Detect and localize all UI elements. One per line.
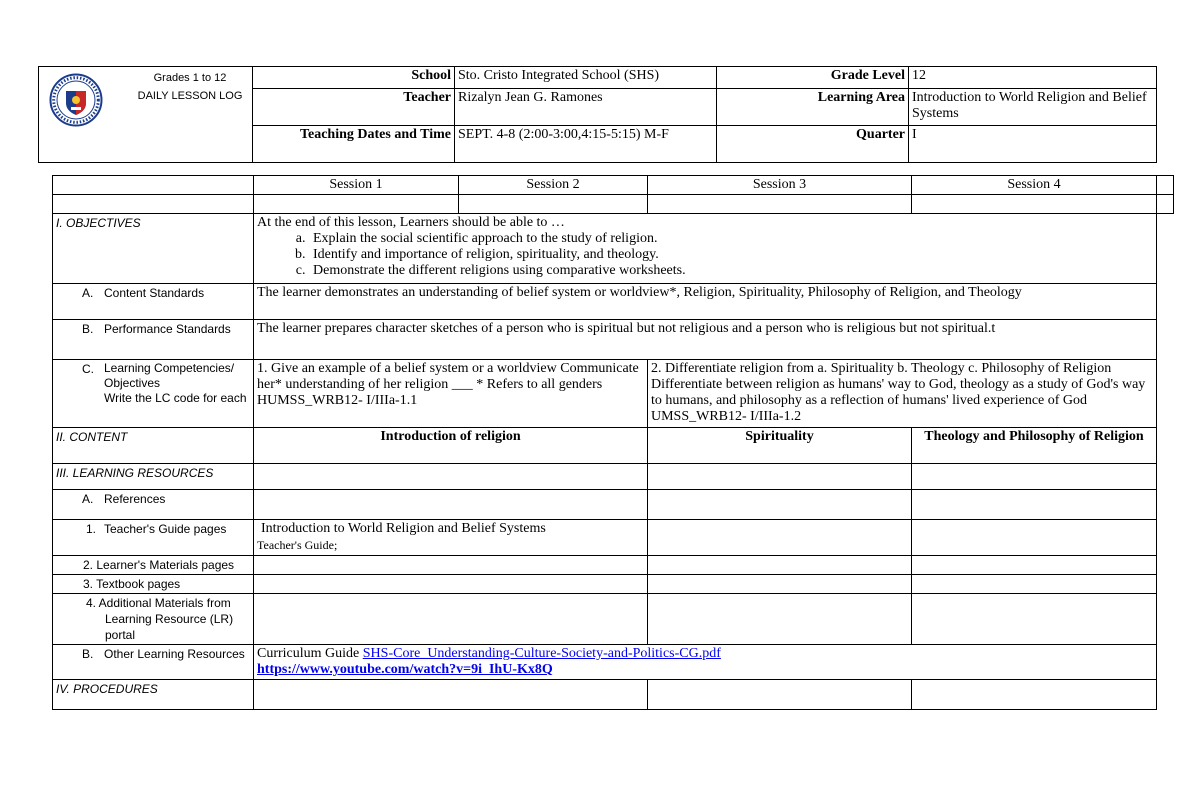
competencies-letter: C. xyxy=(82,362,94,376)
learners-materials-row xyxy=(53,556,1157,575)
session-blank-extension xyxy=(1154,194,1174,214)
references-label-cell xyxy=(53,490,254,520)
school-value: Sto. Cristo Integrated School (SHS) xyxy=(455,67,717,89)
deped-seal-icon xyxy=(49,73,103,127)
content-standards-row xyxy=(53,284,1157,320)
content-row xyxy=(53,428,1157,464)
grade-level-label: Grade Level xyxy=(717,67,909,89)
content-standards-label: Content Standards xyxy=(104,286,205,300)
performance-standards-row xyxy=(53,320,1157,360)
content-standards-letter: A. xyxy=(82,286,94,300)
objective-item: c. Demonstrate the different religions using comparative worksheets. xyxy=(309,263,1153,279)
content-session-3: Spirituality xyxy=(648,428,912,464)
competency-session-1: 1. Give an example of a belief system or a worldview Communicate her* understanding of her religion ___ * Refers to all genders HUMSS_WRB12- I/IIIa-1.1 xyxy=(254,360,648,428)
performance-standards-label-cell xyxy=(53,320,254,360)
teachers-guide-row xyxy=(53,520,1157,556)
objectives-label: I. OBJECTIVES xyxy=(53,214,254,284)
teachers-guide-sub: Teacher's Guide; xyxy=(257,538,338,552)
objective-item: a. Explain the social scientific approach to the study of religion. xyxy=(309,231,1153,247)
session-header-row xyxy=(53,176,1157,195)
teachers-guide-title: Introduction to World Religion and Belief Systems xyxy=(261,521,546,536)
teachers-guide-label: Teacher's Guide pages xyxy=(104,522,227,536)
teachers-guide-value xyxy=(254,520,648,556)
objectives-row xyxy=(53,214,1157,284)
additional-materials-line: portal xyxy=(105,628,136,642)
quarter-value: I xyxy=(909,126,1157,163)
session-header-blank xyxy=(53,176,254,195)
other-resources-row xyxy=(53,645,1157,680)
objective-item: b. Identify and importance of religion, spirituality, and theology. xyxy=(309,247,1153,263)
competencies-row xyxy=(53,360,1157,428)
logo-cell xyxy=(39,67,253,163)
session-4-header: Session 4 xyxy=(912,176,1157,195)
competencies-label-line: Learning Competencies/ xyxy=(104,361,235,375)
references-label: References xyxy=(104,492,166,506)
references-letter: A. xyxy=(82,492,94,506)
session-blank-row xyxy=(53,195,1157,214)
additional-materials-row xyxy=(53,594,1157,645)
learners-materials-label: 2. Learner's Materials pages xyxy=(53,556,254,575)
content-label: II. CONTENT xyxy=(53,428,254,464)
other-resources-label-cell xyxy=(53,645,254,680)
curriculum-guide-label: Curriculum Guide xyxy=(257,646,360,661)
performance-standards-label: Performance Standards xyxy=(104,322,231,336)
teachers-guide-number: 1. xyxy=(86,522,97,536)
teacher-value: Rizalyn Jean G. Ramones xyxy=(455,89,717,126)
additional-materials-label-cell xyxy=(53,594,254,645)
objectives-intro: At the end of this lesson, Learners should be able to … xyxy=(257,215,565,230)
teachers-guide-label-cell xyxy=(53,520,254,556)
content-session-4: Theology and Philosophy of Religion xyxy=(912,428,1157,464)
learning-area-label: Learning Area xyxy=(717,89,909,126)
lesson-log-table xyxy=(52,175,1157,710)
textbook-row xyxy=(53,575,1157,594)
learning-resources-label: III. LEARNING RESOURCES xyxy=(53,464,254,490)
dates-value: SEPT. 4-8 (2:00-3:00,4:15-5:15) M-F xyxy=(455,126,717,163)
additional-materials-line: Learning Resource (LR) xyxy=(105,612,234,626)
quarter-label: Quarter xyxy=(717,126,909,163)
objectives-cell xyxy=(254,214,1157,284)
grades-line: Grades 1 to 12 xyxy=(153,72,227,84)
performance-standards-value: The learner prepares character sketches of a person who is spiritual but not religious and a person who is religious but not spiritual.t xyxy=(254,320,1157,360)
competencies-label-line: Write the LC code for each xyxy=(104,391,247,405)
youtube-link[interactable]: https://www.youtube.com/watch?v=9i_IhU-Kx8Q xyxy=(257,662,553,677)
other-resources-value xyxy=(254,645,1157,680)
textbook-label: 3. Textbook pages xyxy=(53,575,254,594)
school-label: School xyxy=(253,67,455,89)
objectives-list xyxy=(257,231,1153,279)
content-standards-value: The learner demonstrates an understanding of belief system or worldview*, Religion, Spirituality, Philosophy of Religion, and Theology xyxy=(254,284,1157,320)
learning-area-value: Introduction to World Religion and Belief Systems xyxy=(909,89,1157,126)
competency-session-2: 2. Differentiate religion from a. Spirituality b. Theology c. Philosophy of Religion Differentiate between religion as humans' way to God, theology as a study of God's way to humans, and philosophy as a reflection of humans' lived experience of God UMSS_WRB12- I/IIIa-1.2 xyxy=(648,360,1157,428)
performance-standards-letter: B. xyxy=(82,322,94,336)
competencies-label-line: Objectives xyxy=(104,376,161,390)
header-table xyxy=(38,66,1157,163)
references-row xyxy=(53,490,1157,520)
session-header-extension xyxy=(1154,175,1174,195)
content-standards-label-cell xyxy=(53,284,254,320)
log-title: DAILY LESSON LOG xyxy=(137,90,243,102)
additional-materials-line: 4. Additional Materials from xyxy=(86,596,231,610)
grade-level-value: 12 xyxy=(909,67,1157,89)
log-title-block xyxy=(133,71,247,103)
content-session-1: Introduction of religion xyxy=(254,428,648,464)
other-resources-letter: B. xyxy=(82,647,94,661)
procedures-label: IV. PROCEDURES xyxy=(53,680,254,710)
other-resources-label: Other Learning Resources xyxy=(104,647,245,661)
competencies-label-cell xyxy=(53,360,254,428)
dates-label: Teaching Dates and Time xyxy=(253,126,455,163)
session-1-header: Session 1 xyxy=(254,176,459,195)
teacher-label: Teacher xyxy=(253,89,455,126)
curriculum-guide-link[interactable]: SHS-Core_Understanding-Culture-Society-and-Politics-CG.pdf xyxy=(362,646,721,661)
procedures-row xyxy=(53,680,1157,710)
learning-resources-row xyxy=(53,464,1157,490)
session-3-header: Session 3 xyxy=(648,176,912,195)
session-2-header: Session 2 xyxy=(459,176,648,195)
